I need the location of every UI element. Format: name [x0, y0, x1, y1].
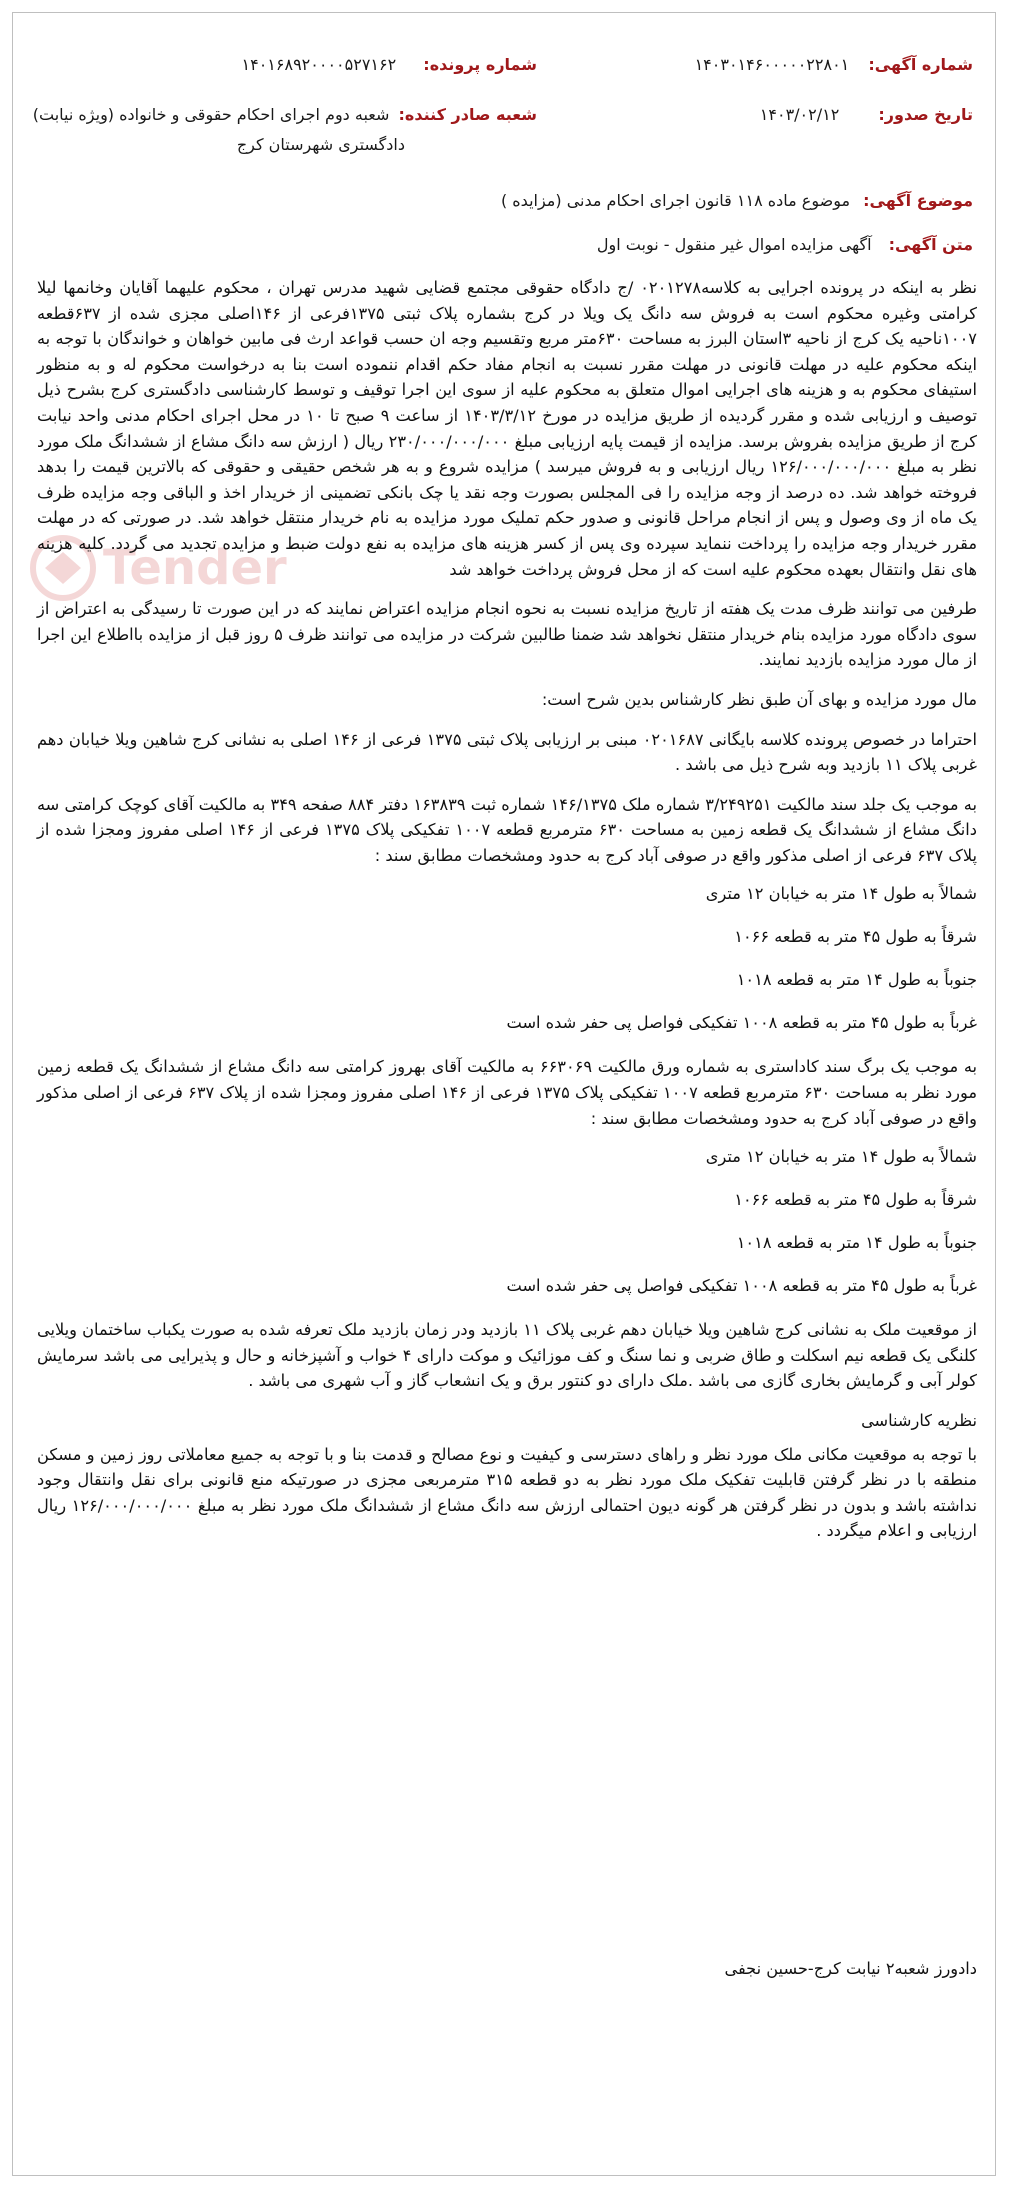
issuing-branch-line2: دادگستری شهرستان کرج	[236, 135, 405, 154]
expert-opinion-heading: نظریه کارشناسی	[861, 1411, 977, 1431]
text-label: متن آگهی:	[888, 235, 973, 254]
boundary-north-1: شمالاً به طول ۱۴ متر به خیابان ۱۲ متری	[705, 884, 977, 904]
notice-header	[13, 13, 995, 273]
case-number: ۱۴۰۱۶۸۹۲۰۰۰۰۵۲۷۱۶۲	[241, 55, 397, 74]
paragraph-deed-1: به موجب یک جلد سند مالکیت ۳/۲۴۹۲۵۱ شماره ملک ۱۴۶/۱۳۷۵ شماره ثبت ۱۶۳۸۳۹ دفتر ۸۸۴ صفحه ۳۴۹ به مالکیت آقای کوچک کرامتی سه دانگ مشاع از ششدانگ یک قطعه زمین به مساحت ۶۳۰ مترمربع قطعه ۱۰۰۷ تفکیکی پلاک ۱۳۷۵ فرعی از ۱۴۶ اصلی مفروز ومجزا شده از پلاک ۶۳۷ فرعی از اصلی مذکور واقع در صوفی آباد کرج به حدود ومشخصات مطابق سند :	[37, 794, 978, 865]
ad-number-label: شماره آگهی:	[868, 55, 973, 74]
notice-body	[37, 275, 977, 1558]
notice-title-row	[597, 235, 973, 254]
boundary-east-2: شرقاً به طول ۴۵ متر به قطعه ۱۰۶۶	[734, 1190, 977, 1210]
paragraph-site-visit: از موقعیت ملک به نشانی کرج شاهین ویلا خیابان دهم غربی پلاک ۱۱ بازدید ودر زمان بازدید ملک تعرفه شده به صورت یکباب ساختمان ویلایی کلنگی یک قطعه نیم اسکلت و طاق ضربی و نما سنگ و کف موزائیک و موکت دارای ۴ خواب و آشپزخانه و حال و پذیرایی می باشد سرمایش کولر آبی و گرمایش بخاری گازی می باشد .ملک دارای دو کنتور برق و یک انشعاب گاز و آب شهری می باشد .	[37, 1320, 977, 1391]
issue-date-label: تاریخ صدور:	[878, 105, 973, 124]
case-number-label: شماره پرونده:	[423, 55, 537, 74]
ad-number: ۱۴۰۳۰۱۴۶۰۰۰۰۰۲۲۸۰۱	[694, 55, 850, 74]
subject-label: موضوع آگهی:	[863, 191, 973, 210]
notice-title: آگهی مزایده اموال غیر منقول - نوبت اول	[596, 235, 872, 254]
boundary-west-2: غرباً به طول ۴۵ متر به قطعه ۱۰۰۸ تفکیکی فواصل پی حفر شده است	[506, 1276, 977, 1296]
subject-row	[501, 191, 973, 210]
case-number-row	[242, 55, 537, 74]
paragraph-case-ref: احتراما در خصوص پرونده کلاسه بایگانی ۰۲۰۱۶۸۷ مبنی بر ارزیابی پلاک ثبتی ۱۳۷۵ فرعی از ۱۴۶ اصلی به نشانی کرج شاهین ویلا خیابان دهم غربی پلاک ۱۱ بازدید وبه شرح ذیل می باشد .	[37, 729, 978, 775]
issuing-branch-label: شعبه صادر کننده:	[398, 105, 537, 124]
paragraph-property-intro: مال مورد مزایده و بهای آن طبق نظر کارشناس بدین شرح است:	[541, 689, 977, 709]
issue-date: ۱۴۰۳/۰۲/۱۲	[759, 105, 840, 124]
notice-document	[12, 12, 996, 2176]
boundary-east-1: شرقاً به طول ۴۵ متر به قطعه ۱۰۶۶	[734, 927, 977, 947]
watermark-text: Tender	[103, 540, 287, 596]
subject: موضوع ماده ۱۱۸ قانون اجرای احکام مدنی (مزایده )	[500, 191, 851, 210]
issue-date-row	[760, 105, 973, 124]
boundary-south-2: جنوباً به طول ۱۴ متر به قطعه ۱۰۱۸	[736, 1233, 977, 1253]
paragraph-main: نظر به اینکه در پرونده اجرایی به کلاسه۰۲۰۱۲۷۸ /ج دادگاه حقوقی مجتمع قضایی شهید مدرس تهران ، محکوم علیهما آقایان وخانمها لیلا کرامتی وغیره محکوم است به فروش سه دانگ یک ویلا در کرج بشماره پلاک ثبتی ۱۳۷۵فرعی از ۱۴۶اصلی مجزی شده از ۶۳۷قطعه ۱۰۰۷ناحیه یک کرج از ناحیه ۳استان البرز به مساحت ۶۳۰متر مربع وتقسیم وجه ان حسب قواعد ارث فی مابین خواهان و خواندگان با توجه به اینکه محکوم علیه در مهلت قانونی در مهلت مقرر نسبت به انجام مفاد حکم اقدام ننموده است بنا به درخواست محکوم له و به منظور استیفای محکوم به و هزینه های اجرایی اموال متعلق به محکوم علیه از سوی این اجرا توقیف و توسط کارشناسی دادگستری کرج بشرح ذیل توصیف و ارزیابی شده و مقرر گردیده از طریق مزایده در مورخ ۱۴۰۳/۳/۱۲ از ساعت ۹ صبح تا ۱۰ در محل اجرای احکام مدنی واحد نیابت کرج از طریق مزایده بفروش برسد. مزایده از قیمت پایه ارزیابی مبلغ ۲۳۰/۰۰۰/۰۰۰/۰۰۰ ریال ( ارزش سه دانگ مشاع از ششدانگ ملک مورد نظر به مبلغ ۱۲۶/۰۰۰/۰۰۰/۰۰۰ ریال ارزیابی و به فروش میرسد ) مزایده شروع و به هر شخص حقیقی و حقوقی که بالاترین قیمت را بدهد فروخته خواهد شد. ده درصد از وجه مزایده را فی المجلس بصورت وجه نقد یا چک بانکی تضمینی از خریدار اخذ و الباقی وجه مزایده ظرف یک ماه از وی وصول و پس از انجام مراحل قانونی و صدور حکم تملیک مورد مزایده به نام خریدار منتقل خواهد شد. در صورتی که در مهلت مقرر خریدار وجه مزایده را پرداخت ننماید سپرده وی پس از کسر هزینه های مزایده به نفع دولت ضبط و مزایده تجدید می گردد. کلیه هزینه های نقل وانتقال بعهده محکوم علیه است که از محل فروش پرداخت خواهد شد	[37, 278, 977, 579]
issuing-branch-row	[33, 105, 537, 124]
paragraph-expert-opinion: با توجه به موقعیت مکانی ملک مورد نظر و راهای دسترسی و کیفیت و نوع مصالح و قدمت بنا و با توجه به جمیع معاملاتی روز زمین و مسکن منطقه با در نظر گرفتن قابلیت تفکیک ملک مورد نظر به دو قطعه ۳۱۵ مترمربعی مجزی در صورتیکه منع قانونی برای نقل وانتقال وجود نداشته باشد و بدون در نظر گرفتن هر گونه دیون احتمالی ارزش سه دانگ مشاع از ششدانگ ملک مورد نظر به مبلغ ۱۲۶/۰۰۰/۰۰۰/۰۰۰ ریال ارزیابی و اعلام میگردد .	[37, 1444, 978, 1541]
boundary-north-2: شمالاً به طول ۱۴ متر به خیابان ۱۲ متری	[705, 1147, 977, 1167]
boundary-south-1: جنوباً به طول ۱۴ متر به قطعه ۱۰۱۸	[736, 970, 977, 990]
ad-number-row	[695, 55, 973, 74]
signature: دادورز شعبه۲ نیابت کرج-حسین نجفی	[724, 1959, 977, 1978]
paragraph-deed-2: به موجب یک برگ سند کاداستری به شماره ورق مالکیت ۶۶۳۰۶۹ به مالکیت آقای بهروز کرامتی سه دانگ مشاع از ششدانگ یک قطعه زمین مورد نظر به مساحت ۶۳۰ مترمربع قطعه ۱۰۰۷ تفکیکی پلاک ۱۳۷۵ فرعی از ۱۴۶ اصلی مفروز ومجزا شده از پلاک ۶۳۷ فرعی از اصلی مذکور واقع در صوفی آباد کرج به حدود ومشخصات مطابق سند :	[37, 1057, 978, 1128]
issuing-branch: شعبه دوم اجرای احکام حقوقی و خانواده (ویژه نیابت)	[32, 105, 390, 124]
paragraph-objection: طرفین می توانند ظرف مدت یک هفته از تاریخ مزایده نسبت به نحوه انجام مزایده اعتراض نمایند که در این صورت تا رسیدگی به اعتراض از سوی دادگاه مورد مزایده بنام خریدار منتقل نخواهد شد ضمنا طالبین شرکت در مزایده می توانند ظرف ۵ روز قبل از مزایده بااطلاع این اجرا از مال مورد مزایده بازدید نمایند.	[37, 599, 977, 670]
boundary-west-1: غرباً به طول ۴۵ متر به قطعه ۱۰۰۸ تفکیکی فواصل پی حفر شده است	[506, 1013, 977, 1033]
